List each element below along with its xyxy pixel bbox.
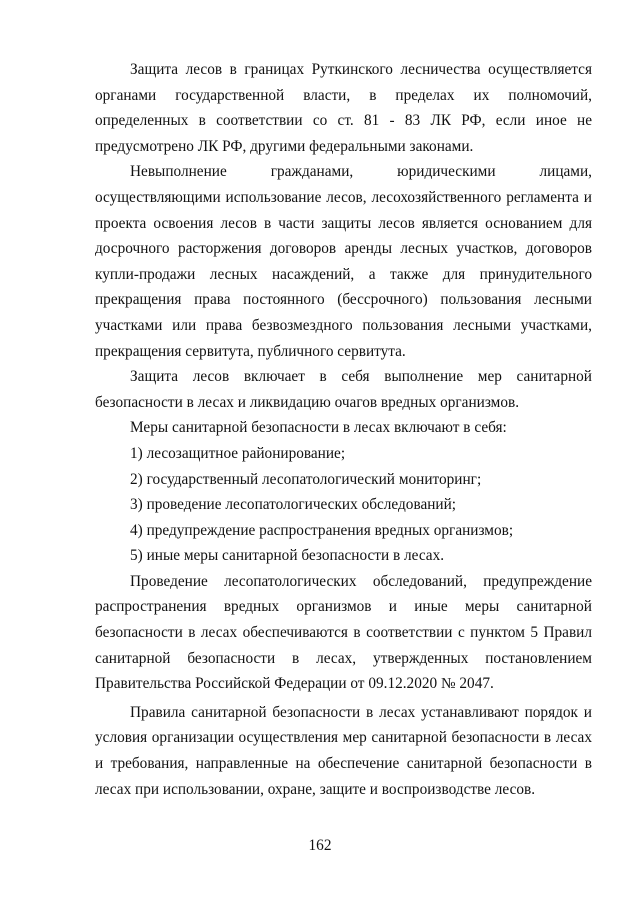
paragraph-protection-includes: Защита лесов включает в себя выполнение мер санитарной безопасности в лесах и ликвидацию очагов вредных организмов.	[95, 368, 592, 411]
list-item: 5) иные меры санитарной безопасности в лесах.	[130, 547, 445, 565]
paragraph-measures-intro: Меры санитарной безопасности в лесах включают в себя:	[130, 419, 507, 437]
paragraph-rules: Правила санитарной безопасности в лесах устанавливают порядок и условия организации осуществления мер санитарной безопасности в лесах и требования, направленные на обеспечение санитарной безопасности в лесах при использовании, охране, защите и воспроизводстве лесов.	[95, 703, 592, 798]
measures-list	[95, 441, 592, 569]
list-item: 3) проведение лесопатологических обследований;	[130, 496, 457, 514]
paragraph-inspections: Проведение лесопатологических обследований, предупреждение распространения вредных организмов и иные меры санитарной безопасности в лесах обеспечиваются в соответствии с пунктом 5 Правил санитарной безопасности в лесах, утвержденных постановлением Правительства Российской Федерации от 09.12.2020 № 2047.	[95, 572, 592, 693]
paragraph-non-compliance: Невыполнение гражданами, юридическими лицами, осуществляющими использование лесов, лесохозяйственного регламента и проекта освоения лесов в части защиты лесов является основанием для досрочного расторжения договоров аренды лесных участков, договоров купли-продажи лесных насаждений, а также для принудительного прекращения права постоянного (бессрочного) пользования лесными участками или права безвозмездного пользования лесными участками, прекращения сервитута, публичного сервитута.	[95, 163, 592, 360]
page-number: 162	[308, 837, 332, 854]
list-item: 1) лесозащитное районирование;	[130, 444, 346, 462]
list-item: 2) государственный лесопатологический мониторинг;	[130, 470, 482, 488]
paragraph-forest-protection-authority: Защита лесов в границах Руткинского лесничества осуществляется органами государственной власти, в пределах их полномочий, определенных в соответствии со ст. 81 - 83 ЛК РФ, если иное не предусмотрено ЛК РФ, другими федеральными законами.	[95, 61, 592, 155]
list-item: 4) предупреждение распространения вредных организмов;	[130, 521, 514, 539]
text-body	[95, 57, 592, 802]
